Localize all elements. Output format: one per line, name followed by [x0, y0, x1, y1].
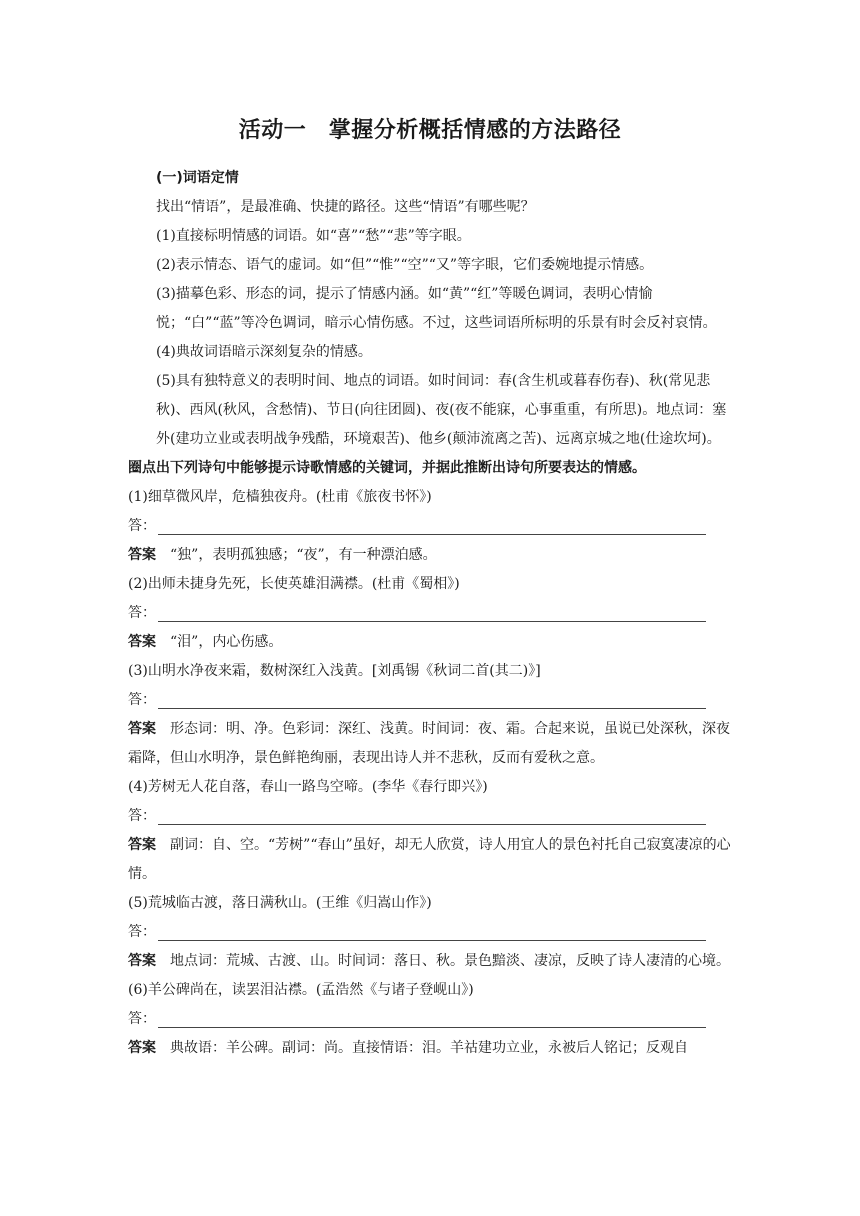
question-3: (3)山明水净夜来霜，数树深红入浅黄。[刘禹锡《秋词二首(其二)》]: [128, 663, 541, 679]
answer-prefix: 答：: [128, 1011, 156, 1027]
answer-key-label: 答案: [128, 634, 156, 650]
answer-key-3: [128, 715, 738, 773]
answer-key-1: [128, 541, 738, 570]
answer-key-text: 形态词：明、净。色彩词：深红、浅黄。时间词：夜、霜。合起来说，虽说已处深秋，深夜霜降，但山水明净，景色鲜艳绚丽，表现出诗人并不悲秋，反而有爱秋之意。: [128, 721, 730, 766]
point-3: (3)描摹色彩、形态的词，提示了情感内涵。如“黄”“红”等暖色调词，表明心情愉悦；“白”“蓝”等冷色调词，暗示心情伤感。不过，这些词语所标明的乐景有时会反衬哀情。: [156, 286, 717, 331]
point-5: (5)具有独特意义的表明时间、地点的词语。如时间词：春(含生机或暮春伤春)、秋(常见悲秋)、西风(秋风，含愁情)、节日(向往团圆)、夜(夜不能寐，心事重重，有所思)。地点词：塞外(建功立业或表明战争残酷，环境艰苦)、他乡(颠沛流离之苦)、远离京城之地(仕途坎坷)。: [156, 373, 727, 447]
page-title: 活动一 掌握分析概括情感的方法路径: [238, 118, 622, 143]
answer-prefix: 答：: [128, 605, 156, 621]
answer-line[interactable]: [158, 1013, 706, 1028]
answer-key-text: 副词：自、空。“芳树”“春山”虽好，却无人欣赏，诗人用宜人的景色衬托自己寂寞凄凉的心情。: [128, 837, 731, 882]
answer-blank-5: [128, 918, 738, 947]
answer-blank-1: [128, 512, 738, 541]
answer-prefix: 答：: [128, 808, 156, 824]
answer-key-text: “泪”，内心伤感。: [170, 634, 283, 650]
intro-paragraph: 找出“情语”，是最准确、快捷的路径。这些“情语”有哪些呢？: [156, 199, 535, 215]
answer-key-label: 答案: [128, 1040, 156, 1056]
task-instruction: 圈点出下列诗句中能够提示诗歌情感的关键词，并据此推断出诗句所要表达的情感。: [128, 460, 646, 476]
section-heading: (一)词语定情: [156, 170, 239, 186]
answer-key-text: 典故语：羊公碑。副词：尚。直接情语：泪。羊祜建功立业，永被后人铭记；反观自: [170, 1040, 688, 1056]
point-1: (1)直接标明情感的词语。如“喜”“愁”“悲”等字眼。: [156, 228, 471, 244]
answer-key-4: [128, 831, 738, 889]
answer-line[interactable]: [158, 520, 706, 535]
answer-blank-6: [128, 1005, 738, 1034]
answer-key-2: [128, 628, 738, 657]
answer-key-5: [128, 947, 738, 976]
answer-key-text: “独”，表明孤独感；“夜”，有一种漂泊感。: [170, 547, 437, 563]
question-4: (4)芳树无人花自落，春山一路鸟空啼。(李华《春行即兴》): [128, 779, 488, 795]
answer-line[interactable]: [158, 926, 706, 941]
answer-line[interactable]: [158, 810, 706, 825]
answer-line[interactable]: [158, 607, 706, 622]
answer-key-6: [128, 1034, 738, 1063]
answer-key-text: 地点词：荒城、古渡、山。时间词：落日、秋。景色黯淡、凄凉，反映了诗人凄清的心境。: [170, 953, 730, 969]
answer-key-label: 答案: [128, 953, 156, 969]
question-1: (1)细草微风岸，危樯独夜舟。(杜甫《旅夜书怀》): [128, 489, 432, 505]
answer-blank-2: [128, 599, 738, 628]
answer-key-label: 答案: [128, 547, 156, 563]
answer-prefix: 答：: [128, 692, 156, 708]
question-6: (6)羊公碑尚在，读罢泪沾襟。(孟浩然《与诸子登岘山》): [128, 982, 474, 998]
point-2: (2)表示情态、语气的虚词。如“但”“惟”“空”“又”等字眼，它们委婉地提示情感。: [156, 257, 654, 273]
answer-blank-4: [128, 802, 738, 831]
answer-key-label: 答案: [128, 837, 156, 853]
answer-prefix: 答：: [128, 518, 156, 534]
answer-prefix: 答：: [128, 924, 156, 940]
question-5: (5)荒城临古渡，落日满秋山。(王维《归嵩山作》): [128, 895, 432, 911]
answer-key-label: 答案: [128, 721, 156, 737]
answer-line[interactable]: [158, 694, 706, 709]
answer-blank-3: [128, 686, 738, 715]
document-body: [128, 164, 738, 1063]
question-2: (2)出师未捷身先死，长使英雄泪满襟。(杜甫《蜀相》): [128, 576, 460, 592]
point-4: (4)典故词语暗示深刻复杂的情感。: [156, 344, 372, 360]
